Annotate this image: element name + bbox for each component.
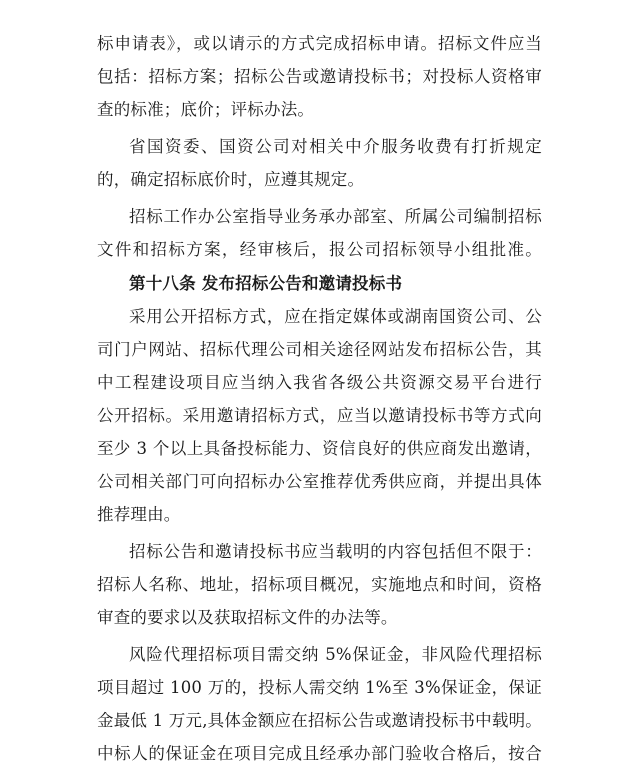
text-line: 至少 3 个以上具备投标能力、资信良好的供应商发出邀请， — [97, 439, 542, 458]
text-line: 的，确定招标底价时，应遵其规定。 — [97, 170, 365, 189]
text-line: 中工程建设项目应当纳入我省各级公共资源交易平台进行 — [97, 373, 542, 392]
text-line: 包括：招标方案；招标公告或邀请投标书；对投标人资格审 — [97, 67, 542, 86]
text-line: 标申请表》，或以请示的方式完成招标申请。招标文件应当 — [97, 34, 542, 53]
text-line: 金最低 1 万元,具体金额应在招标公告或邀请投标书中载明。 — [97, 711, 542, 730]
text-line: 采用公开招标方式，应在指定媒体或湖南国资公司、公 — [129, 307, 542, 326]
text-line: 公开招标。采用邀请招标方式，应当以邀请投标书等方式向 — [97, 406, 542, 425]
text-line: 查的标准；底价；评标办法。 — [97, 100, 315, 119]
text-line: 司门户网站、招标代理公司相关途径网站发布招标公告，其 — [97, 340, 542, 359]
text-line: 招标公告和邀请投标书应当载明的内容包括但不限于： — [129, 542, 542, 561]
text-line: 风险代理招标项目需交纳 5%保证金，非风险代理招标 — [129, 645, 542, 664]
text-line: 省国资委、国资公司对相关中介服务收费有打折规定 — [129, 137, 542, 156]
text-line: 文件和招标方案，经审核后，报公司招标领导小组批准。 — [97, 240, 542, 259]
text-line: 推荐理由。 — [97, 505, 181, 524]
text-line: 招标工作办公室指导业务承办部室、所属公司编制招标 — [129, 207, 542, 226]
text-line: 审查的要求以及获取招标文件的办法等。 — [97, 608, 398, 627]
text-line: 招标人名称、地址，招标项目概况，实施地点和时间，资格 — [97, 575, 542, 594]
text-line: 项目超过 100 万的，投标人需交纳 1%至 3%保证金，保证 — [97, 678, 542, 697]
text-line: 中标人的保证金在项目完成且经承办部门验收合格后，按合 — [97, 744, 542, 763]
text-line: 公司相关部门可向招标办公室推荐优秀供应商，并提出具体 — [97, 472, 542, 491]
article-heading: 第十八条 发布招标公告和邀请投标书 — [129, 274, 403, 293]
